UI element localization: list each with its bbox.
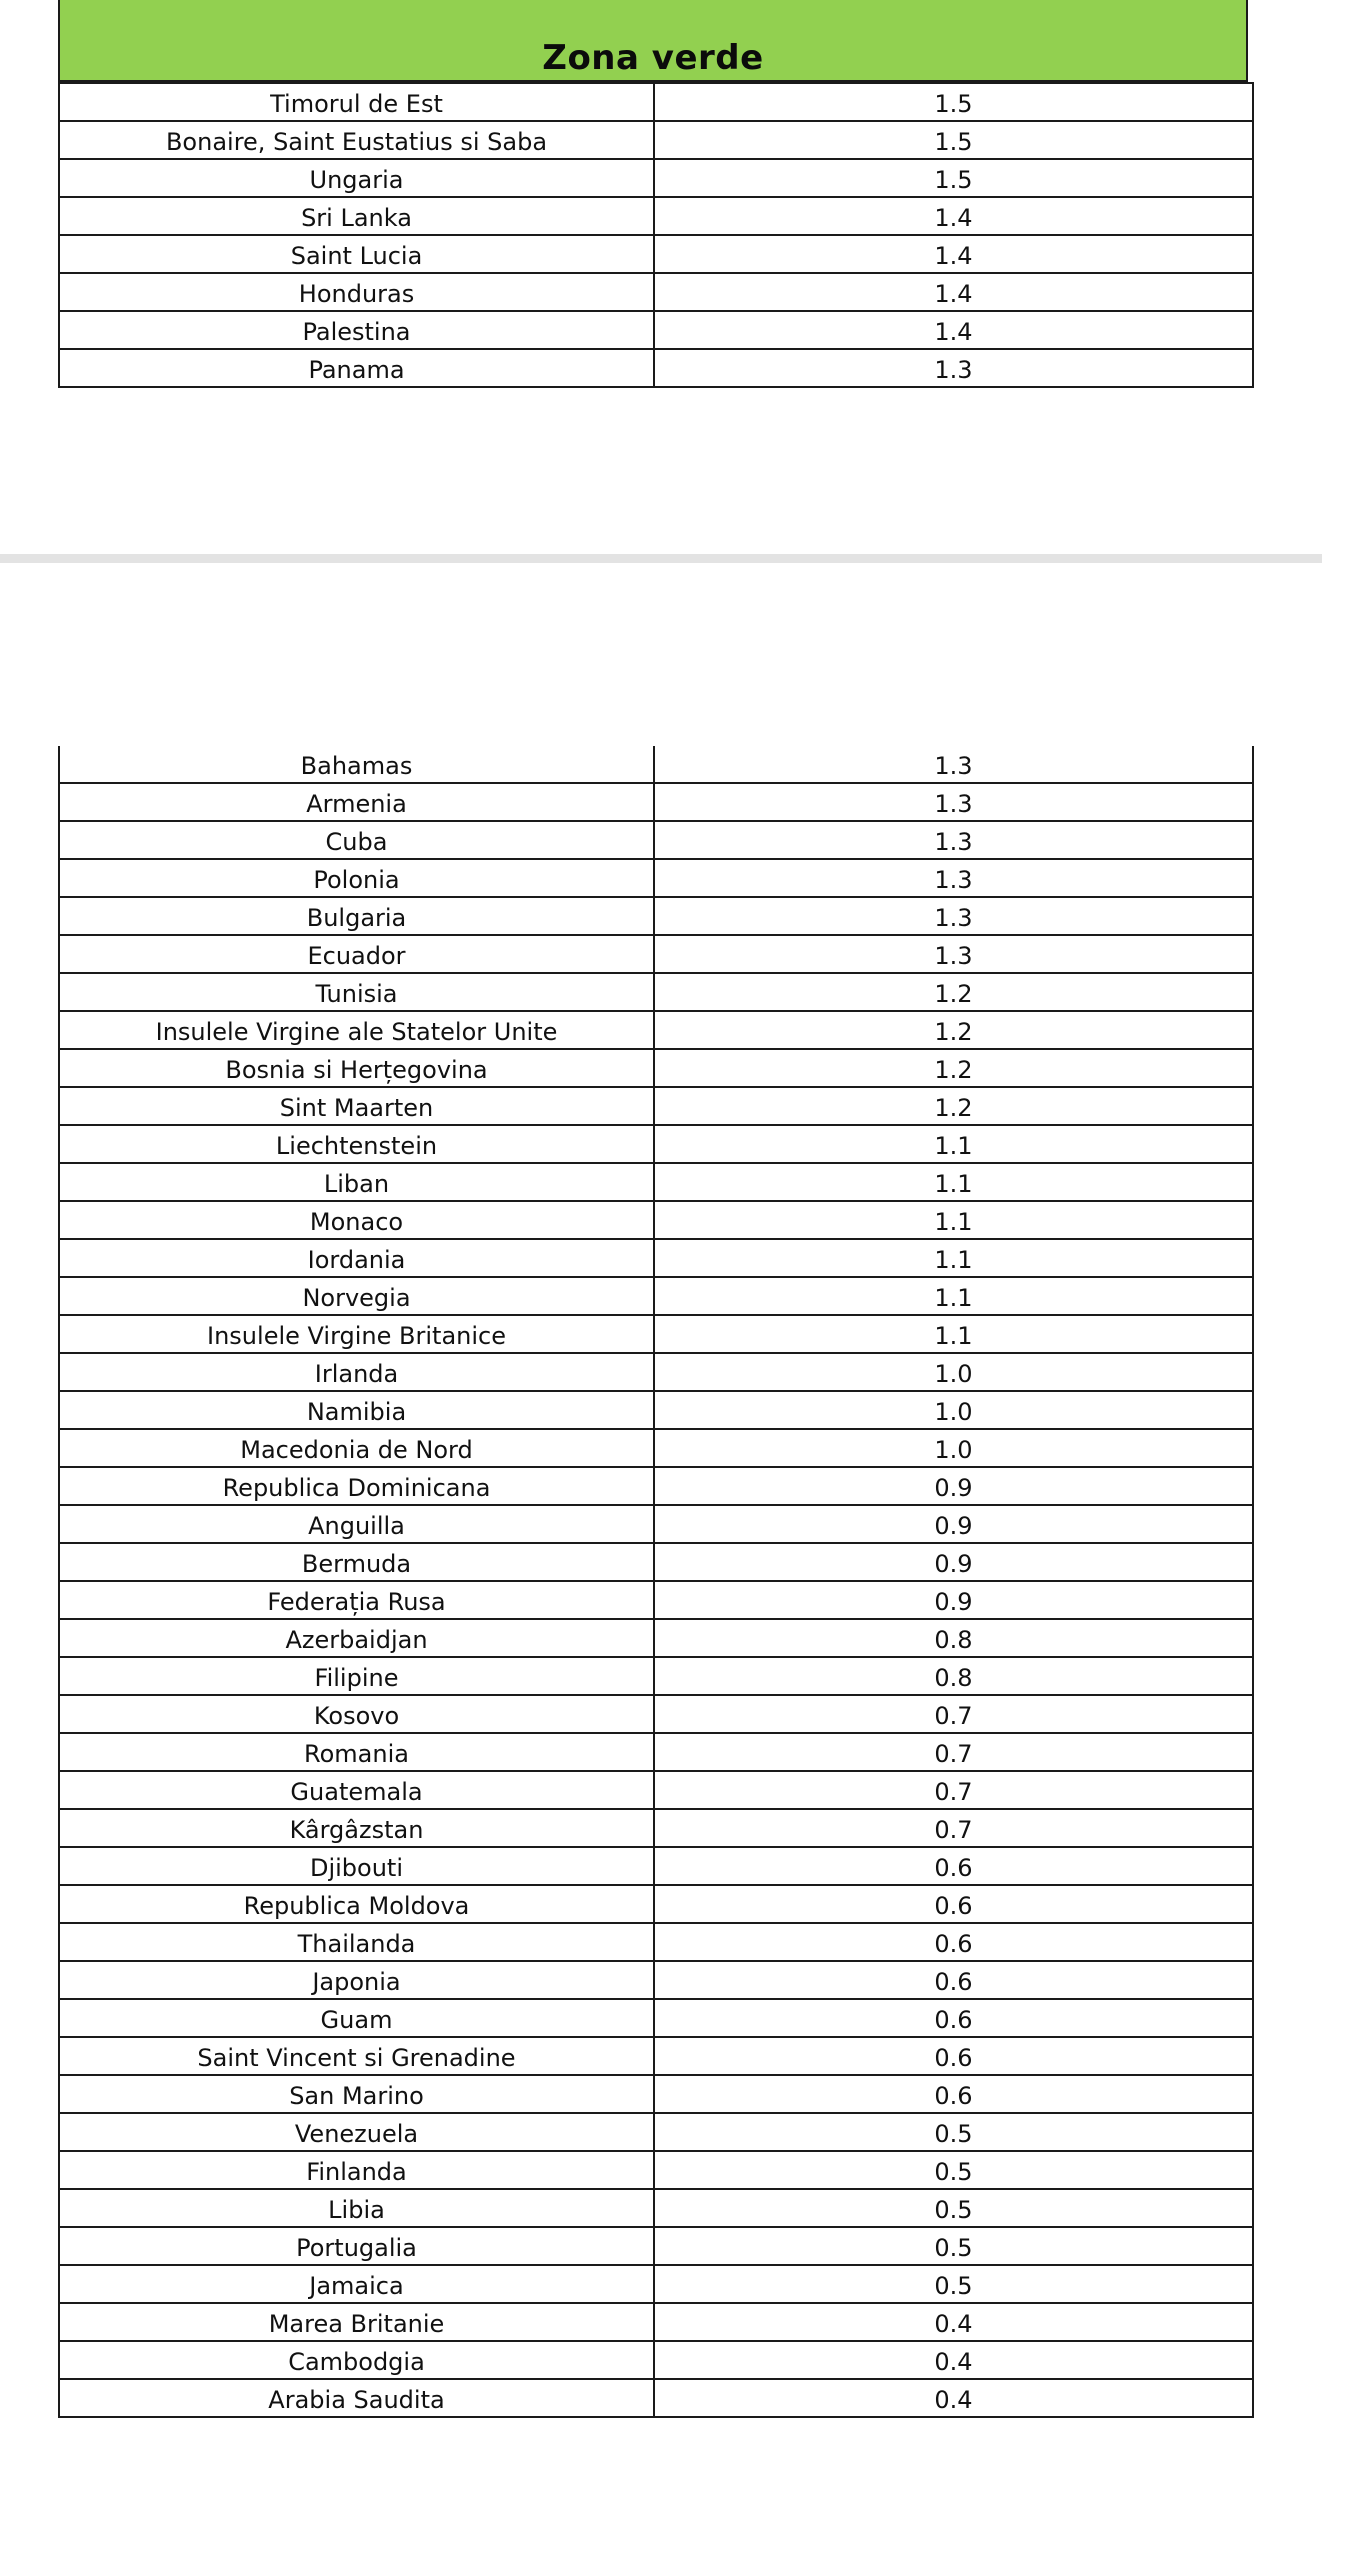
rate-value-cell: 0.5 [654,2113,1253,2151]
table-row [59,1087,1253,1125]
table-row [59,1391,1253,1429]
table-row [59,1619,1253,1657]
country-name-cell: Liechtenstein [59,1125,654,1163]
table-row [59,1961,1253,1999]
country-name-cell: Iordania [59,1239,654,1277]
table-row [59,1771,1253,1809]
rate-value-cell: 0.8 [654,1619,1253,1657]
table-row [59,311,1253,349]
rate-value-cell: 0.9 [654,1543,1253,1581]
country-name-cell: Bonaire, Saint Eustatius si Saba [59,121,654,159]
country-name-cell: Namibia [59,1391,654,1429]
rate-value-cell: 1.1 [654,1315,1253,1353]
country-name-cell: Republica Dominicana [59,1467,654,1505]
table-row [59,1277,1253,1315]
country-name-cell: Guatemala [59,1771,654,1809]
table-row [59,1505,1253,1543]
rate-value-cell: 1.4 [654,311,1253,349]
country-name-cell: Japonia [59,1961,654,1999]
country-name-cell: Bermuda [59,1543,654,1581]
country-name-cell: Timorul de Est [59,83,654,121]
rate-value-cell: 0.6 [654,2037,1253,2075]
rate-value-cell: 1.2 [654,1049,1253,1087]
country-name-cell: Insulele Virgine ale Statelor Unite [59,1011,654,1049]
rate-value-cell: 0.9 [654,1581,1253,1619]
table-row [59,2265,1253,2303]
table-row [59,1657,1253,1695]
rate-value-cell: 1.1 [654,1239,1253,1277]
table-row [59,1353,1253,1391]
table-row [59,83,1253,121]
page-separator [0,554,1322,563]
rate-value-cell: 0.6 [654,1885,1253,1923]
country-name-cell: Thailanda [59,1923,654,1961]
rate-value-cell: 1.3 [654,821,1253,859]
rate-value-cell: 1.1 [654,1163,1253,1201]
table-row [59,1733,1253,1771]
country-name-cell: Venezuela [59,2113,654,2151]
rate-value-cell: 0.5 [654,2151,1253,2189]
table-row [59,1847,1253,1885]
country-name-cell: Ecuador [59,935,654,973]
country-name-cell: Bulgaria [59,897,654,935]
table-row [59,973,1253,1011]
table-row [59,1923,1253,1961]
rate-value-cell: 0.6 [654,1961,1253,1999]
table-row [59,1315,1253,1353]
country-name-cell: Sri Lanka [59,197,654,235]
table-row [59,2075,1253,2113]
rate-value-cell: 1.3 [654,783,1253,821]
rate-value-cell: 1.3 [654,935,1253,973]
rate-value-cell: 0.8 [654,1657,1253,1695]
rate-value-cell: 1.1 [654,1201,1253,1239]
rate-value-cell: 1.3 [654,349,1253,387]
rate-value-cell: 1.3 [654,859,1253,897]
table-row [59,821,1253,859]
country-name-cell: Arabia Saudita [59,2379,654,2417]
country-name-cell: Monaco [59,1201,654,1239]
rate-value-cell: 0.4 [654,2341,1253,2379]
table-row [59,1125,1253,1163]
country-name-cell: Djibouti [59,1847,654,1885]
country-name-cell: Cambodgia [59,2341,654,2379]
country-name-cell: Honduras [59,273,654,311]
country-name-cell: Guam [59,1999,654,2037]
rate-value-cell: 1.5 [654,83,1253,121]
rate-value-cell: 0.7 [654,1809,1253,1847]
rate-value-cell: 0.9 [654,1505,1253,1543]
rate-value-cell: 0.4 [654,2379,1253,2417]
rate-value-cell: 0.5 [654,2265,1253,2303]
country-name-cell: San Marino [59,2075,654,2113]
country-name-cell: Bosnia si Herțegovina [59,1049,654,1087]
rate-value-cell: 1.5 [654,121,1253,159]
table-row [59,1467,1253,1505]
table-row [59,746,1253,783]
country-name-cell: Finlanda [59,2151,654,2189]
table-body-top [59,83,1253,387]
country-name-cell: Marea Britanie [59,2303,654,2341]
rate-value-cell: 1.4 [654,197,1253,235]
country-name-cell: Cuba [59,821,654,859]
table-row [59,273,1253,311]
rate-value-cell: 1.1 [654,1125,1253,1163]
rate-value-cell: 1.0 [654,1391,1253,1429]
country-name-cell: Liban [59,1163,654,1201]
country-name-cell: Anguilla [59,1505,654,1543]
country-name-cell: Polonia [59,859,654,897]
country-name-cell: Insulele Virgine Britanice [59,1315,654,1353]
country-name-cell: Saint Vincent si Grenadine [59,2037,654,2075]
country-name-cell: Federația Rusa [59,1581,654,1619]
table-row [59,783,1253,821]
country-name-cell: Irlanda [59,1353,654,1391]
country-name-cell: Filipine [59,1657,654,1695]
rate-value-cell: 1.4 [654,235,1253,273]
table-row [59,121,1253,159]
table-row [59,2113,1253,2151]
table-body-bottom [59,746,1253,2417]
country-rate-table-top [58,82,1254,388]
country-name-cell: Tunisia [59,973,654,1011]
table-row [59,1999,1253,2037]
rate-value-cell: 1.2 [654,1011,1253,1049]
table-row [59,2189,1253,2227]
table-row [59,935,1253,973]
rate-value-cell: 1.4 [654,273,1253,311]
country-name-cell: Bahamas [59,746,654,783]
table-row [59,2037,1253,2075]
table-row [59,1543,1253,1581]
table-row [59,1163,1253,1201]
table-row [59,1809,1253,1847]
table-row [59,859,1253,897]
rate-value-cell: 1.0 [654,1353,1253,1391]
table-row [59,159,1253,197]
rate-value-cell: 1.5 [654,159,1253,197]
rate-value-cell: 0.7 [654,1771,1253,1809]
table-row [59,1201,1253,1239]
rate-value-cell: 1.1 [654,1277,1253,1315]
country-rate-table-bottom [58,746,1254,2418]
rate-value-cell: 0.4 [654,2303,1253,2341]
table-row [59,1581,1253,1619]
rate-value-cell: 1.3 [654,746,1253,783]
rate-value-cell: 0.5 [654,2227,1253,2265]
green-zone-header [58,0,1248,82]
country-name-cell: Azerbaidjan [59,1619,654,1657]
rate-value-cell: 0.7 [654,1695,1253,1733]
table-row [59,2227,1253,2265]
table-row [59,2341,1253,2379]
table-row [59,1239,1253,1277]
country-name-cell: Republica Moldova [59,1885,654,1923]
country-name-cell: Kârgâzstan [59,1809,654,1847]
green-zone-title: Zona verde [542,38,764,78]
table-row [59,1885,1253,1923]
country-name-cell: Ungaria [59,159,654,197]
country-name-cell: Sint Maarten [59,1087,654,1125]
country-name-cell: Norvegia [59,1277,654,1315]
green-zone-table-continued [58,746,1248,2418]
country-name-cell: Armenia [59,783,654,821]
country-name-cell: Palestina [59,311,654,349]
country-name-cell: Romania [59,1733,654,1771]
rate-value-cell: 1.0 [654,1429,1253,1467]
table-row [59,1011,1253,1049]
table-row [59,1695,1253,1733]
table-row [59,235,1253,273]
country-name-cell: Saint Lucia [59,235,654,273]
table-row [59,197,1253,235]
rate-value-cell: 0.5 [654,2189,1253,2227]
rate-value-cell: 0.6 [654,1847,1253,1885]
country-name-cell: Portugalia [59,2227,654,2265]
rate-value-cell: 0.9 [654,1467,1253,1505]
country-name-cell: Kosovo [59,1695,654,1733]
table-row [59,897,1253,935]
rate-value-cell: 0.6 [654,1999,1253,2037]
country-name-cell: Panama [59,349,654,387]
table-row [59,1049,1253,1087]
rate-value-cell: 1.3 [654,897,1253,935]
table-row [59,349,1253,387]
table-row [59,2303,1253,2341]
country-name-cell: Libia [59,2189,654,2227]
table-row [59,2379,1253,2417]
rate-value-cell: 1.2 [654,973,1253,1011]
rate-value-cell: 1.2 [654,1087,1253,1125]
table-row [59,2151,1253,2189]
green-zone-table-top [58,0,1248,388]
table-row [59,1429,1253,1467]
rate-value-cell: 0.7 [654,1733,1253,1771]
country-name-cell: Jamaica [59,2265,654,2303]
rate-value-cell: 0.6 [654,2075,1253,2113]
rate-value-cell: 0.6 [654,1923,1253,1961]
country-name-cell: Macedonia de Nord [59,1429,654,1467]
